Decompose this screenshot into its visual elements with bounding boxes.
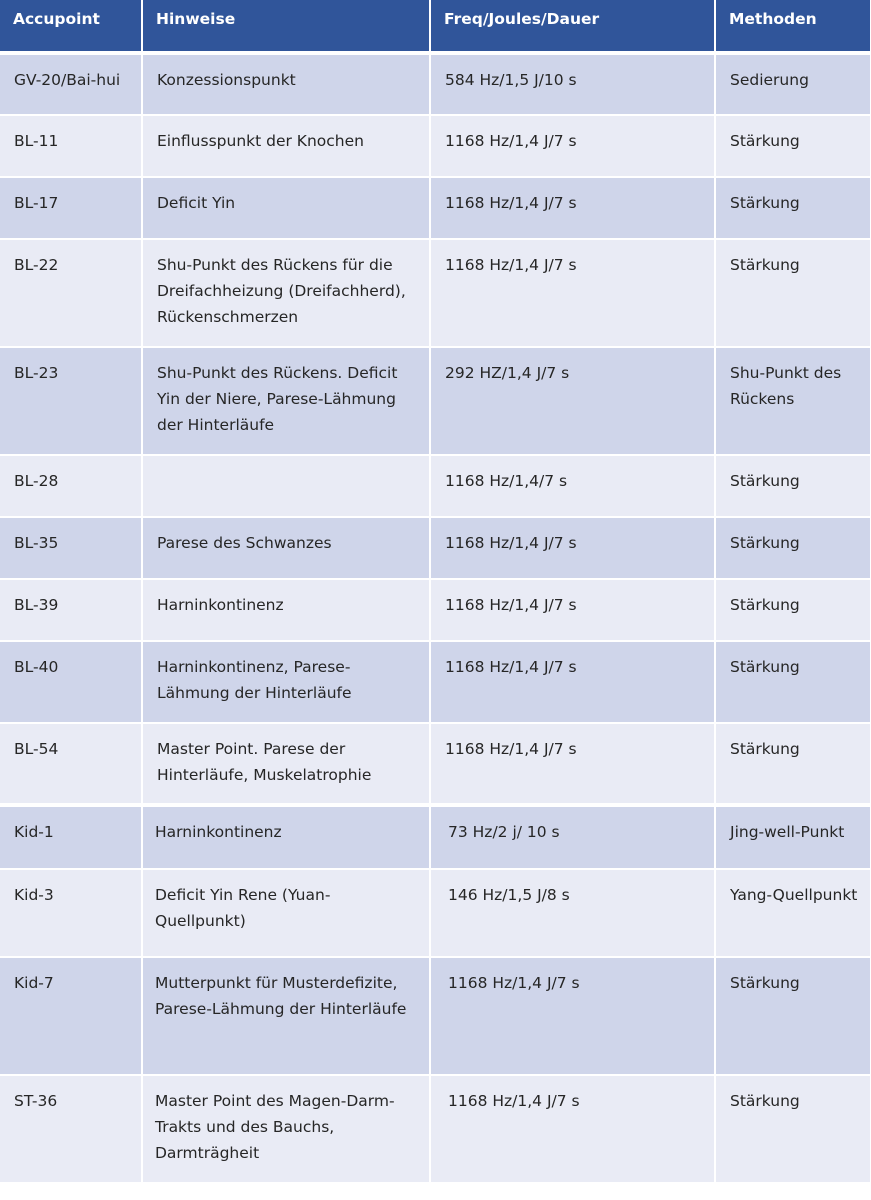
header-accupoint: Accupoint — [0, 0, 142, 53]
cell-point: ST-36 — [0, 1075, 142, 1183]
cell-method: Jing-well-Punkt — [715, 805, 870, 869]
cell-point: BL-22 — [0, 239, 142, 347]
cell-method: Sedierung — [715, 53, 870, 115]
cell-hint: Deficit Yin Rene (Yuan-Quellpunkt) — [142, 869, 430, 957]
cell-method: Stärkung — [715, 455, 870, 517]
cell-hint: Harninkontinenz, Parese-Lähmung der Hinterläufe — [142, 641, 430, 723]
cell-method: Stärkung — [715, 1075, 870, 1183]
table-row — [0, 869, 870, 957]
cell-freq: 1168 Hz/1,4 J/7 s — [430, 115, 715, 177]
cell-hint: Master Point. Parese der Hinterläufe, Muskelatrophie — [142, 723, 430, 805]
cell-freq: 292 HZ/1,4 J/7 s — [430, 347, 715, 455]
table-row — [0, 455, 870, 517]
table-row — [0, 517, 870, 579]
cell-method: Stärkung — [715, 957, 870, 1075]
cell-freq: 1168 Hz/1,4 J/7 s — [430, 579, 715, 641]
cell-point: BL-28 — [0, 455, 142, 517]
table-row — [0, 579, 870, 641]
cell-method: Stärkung — [715, 239, 870, 347]
cell-freq: 1168 Hz/1,4 J/7 s — [430, 517, 715, 579]
table-row — [0, 347, 870, 455]
cell-method: Stärkung — [715, 641, 870, 723]
cell-method: Stärkung — [715, 579, 870, 641]
cell-method: Shu-Punkt des Rückens — [715, 347, 870, 455]
cell-point: BL-17 — [0, 177, 142, 239]
table-row — [0, 177, 870, 239]
table-row — [0, 53, 870, 115]
cell-hint: Einflusspunkt der Knochen — [142, 115, 430, 177]
table-row — [0, 957, 870, 1075]
cell-hint: Harninkontinenz — [142, 805, 430, 869]
cell-hint — [142, 455, 430, 517]
header-freq: Freq/Joules/Dauer — [430, 0, 715, 53]
cell-point: GV-20/Bai-hui — [0, 53, 142, 115]
cell-hint: Mutterpunkt für Musterdefizite, Parese-Lähmung der Hinterläufe — [142, 957, 430, 1075]
cell-hint: Shu-Punkt des Rückens. Deficit Yin der Niere, Parese-Lähmung der Hinterläufe — [142, 347, 430, 455]
cell-freq: 584 Hz/1,5 J/10 s — [430, 53, 715, 115]
cell-point: BL-40 — [0, 641, 142, 723]
cell-freq: 1168 Hz/1,4 J/7 s — [430, 723, 715, 805]
cell-hint: Master Point des Magen-Darm-Trakts und des Bauchs, Darmträgheit — [142, 1075, 430, 1183]
cell-hint: Harninkontinenz — [142, 579, 430, 641]
table-row — [0, 805, 870, 869]
cell-method: Yang-Quellpunkt — [715, 869, 870, 957]
cell-point: BL-23 — [0, 347, 142, 455]
cell-point: Kid-1 — [0, 805, 142, 869]
cell-point: BL-39 — [0, 579, 142, 641]
table-row — [0, 239, 870, 347]
cell-freq: 1168 Hz/1,4 J/7 s — [430, 239, 715, 347]
cell-freq: 1168 Hz/1,4 J/7 s — [430, 1075, 715, 1183]
cell-point: Kid-7 — [0, 957, 142, 1075]
table-row — [0, 1075, 870, 1183]
header-methoden: Methoden — [715, 0, 870, 53]
cell-point: BL-11 — [0, 115, 142, 177]
cell-point: BL-35 — [0, 517, 142, 579]
header-row — [0, 0, 870, 53]
cell-point: BL-54 — [0, 723, 142, 805]
cell-hint: Deficit Yin — [142, 177, 430, 239]
header-hinweise: Hinweise — [142, 0, 430, 53]
table-row — [0, 723, 870, 805]
table-row — [0, 115, 870, 177]
cell-freq: 1168 Hz/1,4/7 s — [430, 455, 715, 517]
cell-method: Stärkung — [715, 517, 870, 579]
cell-point: Kid-3 — [0, 869, 142, 957]
cell-freq: 1168 Hz/1,4 J/7 s — [430, 641, 715, 723]
cell-method: Stärkung — [715, 723, 870, 805]
cell-hint: Konzessionspunkt — [142, 53, 430, 115]
cell-freq: 1168 Hz/1,4 J/7 s — [430, 177, 715, 239]
cell-freq: 146 Hz/1,5 J/8 s — [430, 869, 715, 957]
cell-freq: 1168 Hz/1,4 J/7 s — [430, 957, 715, 1075]
cell-hint: Parese des Schwanzes — [142, 517, 430, 579]
cell-method: Stärkung — [715, 177, 870, 239]
cell-method: Stärkung — [715, 115, 870, 177]
cell-hint: Shu-Punkt des Rückens für die Dreifachheizung (Dreifachherd), Rückenschmerzen — [142, 239, 430, 347]
table-row — [0, 641, 870, 723]
cell-freq: 73 Hz/2 j/ 10 s — [430, 805, 715, 869]
